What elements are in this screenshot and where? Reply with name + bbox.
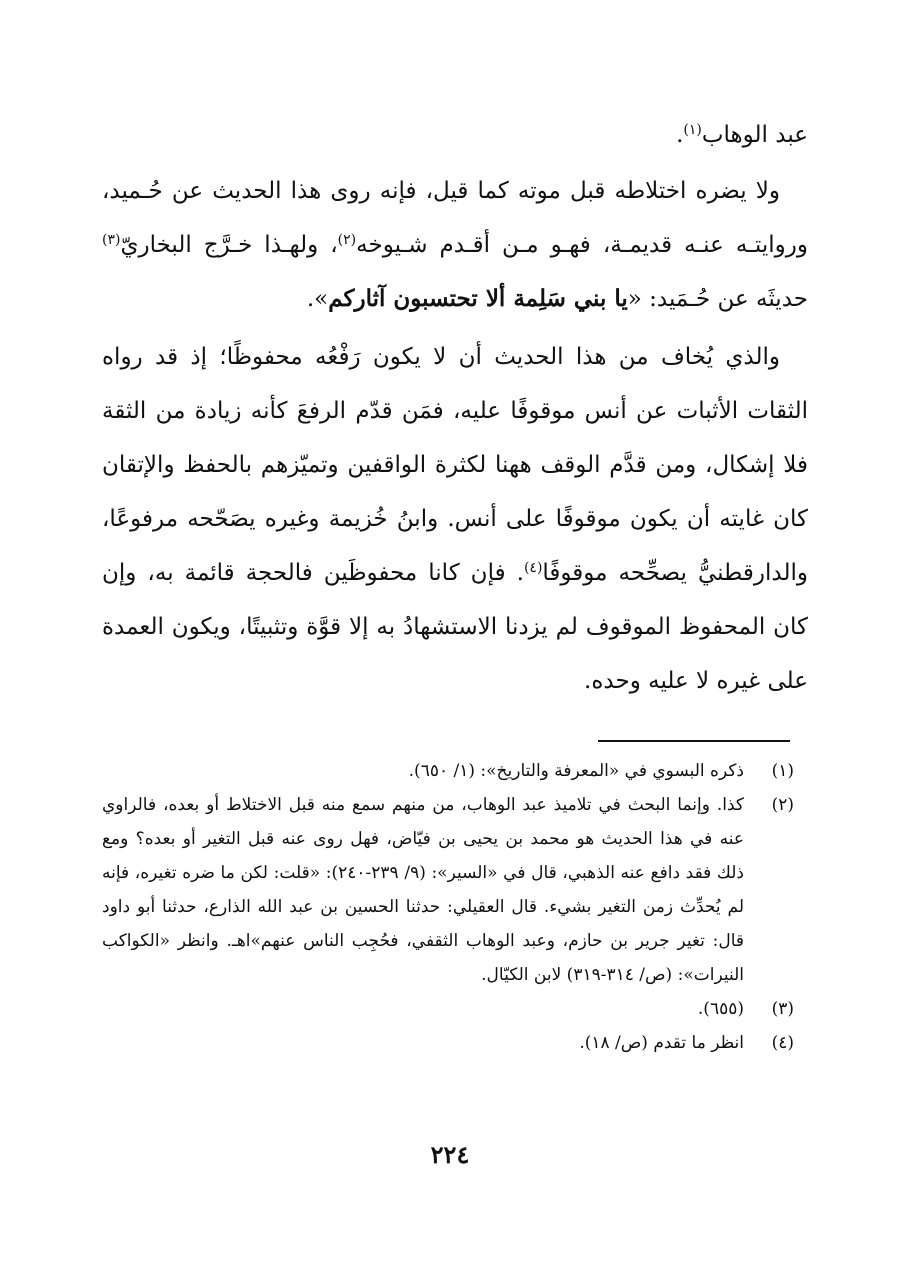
footnote-text: كذا. وإنما البحث في تلاميذ عبد الوهاب، من منهم سمع منه قبل الاختلاط أو بعده، فالراوي عنه في هذا الحديث هو محمد بن يحيى بن فيّاض، فهل روى عنه قبل التغير أو بعده؟ ومع ذلك فقد دافع عنه الذهبي، قال في «السير»: (٩/ ٢٣٩-٢٤٠): «قلت: لكن ما ضره تغيره، فإنه لم يُحدِّث زمن التغير بشيء. قال العقيلي: حدثنا الحسين بن عبد الله الذارع، حدثنا أبو داود قال: تغير جرير بن حازم، وعبد الوهاب الثقفي، فحُجِب الناس عنهم»اهـ. وانظر «الكواكب النيرات»: (ص/ ٣١٤-٣١٩) لابن الكيّال.: [102, 795, 744, 985]
footnote-ref-1: (١): [683, 122, 702, 138]
paragraph-1-text-b: ، ولهـذا خـرَّج البخاريّ: [120, 232, 338, 258]
opening-line: [102, 108, 808, 162]
footnote-ref-3: (٣): [102, 232, 121, 248]
footnote-number: (٤): [771, 1033, 794, 1053]
footnote-text: انظر ما تقدم (ص/ ١٨).: [579, 1033, 744, 1053]
footnote-number: (٣): [771, 999, 794, 1019]
paragraph-1-text-d: ».: [306, 286, 329, 312]
footnote-text: ذكره البسوي في «المعرفة والتاريخ»: (١/ ٦٥٠).: [408, 761, 744, 781]
hadith-quote: يا بني سَلِمة ألا تحتسبون آثاركم: [328, 285, 628, 312]
paragraph-1-text-a: ولا يضره اختلاطه قبل موته كما قيل، فإنه روى هذا الحديث عن حُـميد، وروايتـه عنـه قديمـة، فهـو مـن أقـدم شـيوخه: [102, 178, 808, 258]
footnote-4: [102, 1026, 794, 1060]
footnote-number: (١): [771, 761, 794, 781]
footnote-2: [102, 788, 794, 992]
footnote-text: (٦٥٥).: [697, 999, 744, 1019]
footnotes: [102, 754, 794, 1060]
page-number: ٢٢٤: [430, 1140, 470, 1169]
main-text: [102, 108, 808, 708]
paragraph-2-text-b: . فإن كانا محفوظَين فالحجة قائمة به، وإن كان المحفوظ الموقوف لم يزدنا الاستشهادُ به إلا قوَّة وتثبيتًا، ويكون العمدة على غيره لا عليه وحده.: [102, 560, 808, 694]
footnote-3: [102, 992, 794, 1026]
paragraph-2: [102, 330, 808, 708]
opening-line-text: عبد الوهاب: [701, 122, 808, 148]
footnote-ref-2: (٢): [337, 232, 357, 248]
footnote-ref-4: (٤): [523, 560, 543, 576]
footnote-1: [102, 754, 794, 788]
paragraph-1: [102, 164, 808, 326]
opening-line-end: .: [676, 122, 684, 148]
paragraph-1-text-c: حديثَه عن حُـمَيد: «: [627, 286, 808, 312]
paragraph-2-text-a: والذي يُخاف من هذا الحديث أن لا يكون رَفْعُه محفوظًا؛ إذ قد رواه الثقات الأثبات عن أنس موقوفًا عليه، فمَن قدّم الرفعَ كأنه زيادة من الثقة فلا إشكال، ومن قدَّم الوقف ههنا لكثرة الواقفين وتميّزهم بالحفظ والإتقان كان غايته أن يكون موقوفًا على أنس. وابنُ خُزيمة وغيره يصَحّحه مرفوعًا، والدارقطنيُّ يصحِّحه موقوفًا: [102, 344, 808, 586]
footnote-number: (٢): [771, 795, 794, 815]
footnote-separator: [598, 740, 790, 742]
